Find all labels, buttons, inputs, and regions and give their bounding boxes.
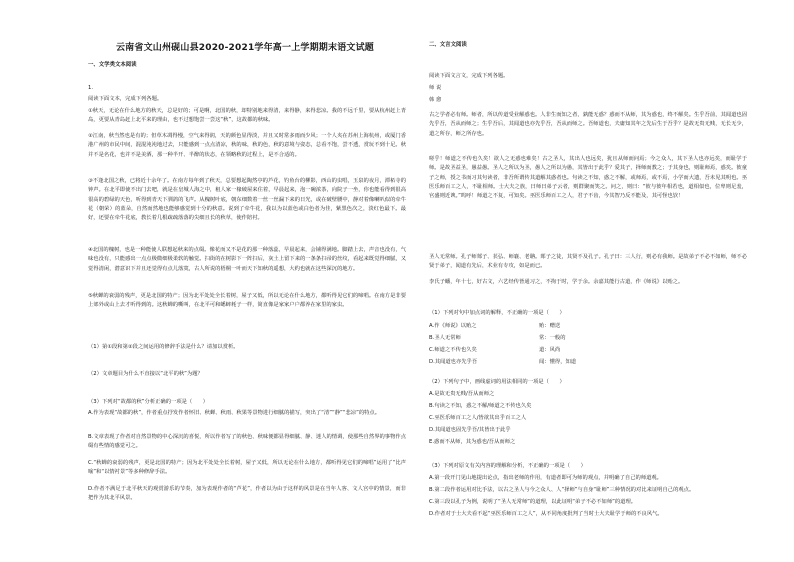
q1-option-b-sentence: B.圣人无常师 bbox=[429, 335, 461, 341]
classical-intro: 阅读下面文言文，完成下列各题。 bbox=[429, 73, 509, 79]
q1-option-d-sentence: D.其闻道也亦先乎吾 bbox=[429, 359, 478, 365]
section-1-heading: 一、文学类文本阅读 bbox=[88, 62, 137, 68]
section-2-heading: 二、文言文阅读 bbox=[429, 42, 467, 48]
reading-intro: 阅读下面文本，完成下列各题。 bbox=[88, 96, 163, 102]
question-1-3: （3）下列对“故都的秋”分析正确的一项是（ ） bbox=[88, 399, 209, 405]
q1-option-a bbox=[429, 322, 749, 331]
question-1-1: （1）第①段和第②段之间运用的修辞手法是什么？请加以赏析。 bbox=[88, 344, 239, 350]
q2-option-b: B.句读之不知，惑之不解/师道之不传也久矣 bbox=[429, 403, 532, 409]
q3-option-b: B.文章表现了作者对自然景物的中心深沉的喜悦，所以作者写了的秋色、秋味便都显得细腻、静、迷人的情调，使那些自然界的事物作点缀有些情的感觉可之。 bbox=[88, 434, 406, 450]
paragraph-4: ④北国的槐树，也是一种能使人联想起秋来的点缀。像花而又不是花的那一种落蕊，早晨起来，会铺得满地。脚踏上去，声音也没有，气味也没有，只能感出一点点极微细极柔软的触觉。扫街的在树影下一阵扫后，灰土上留下来的一条条扫帚的丝纹，看起来既觉得细腻，又觉得清闲，潜意识下并且还觉得有点儿落寞，古人所说的梧桐一叶而天下知秋的遥想，大约也就在这些深沉的地方。 bbox=[88, 247, 406, 272]
classical-paragraph-2: 嗟乎！师道之不传也久矣！欲人之无惑也难矣！古之圣人，其出人也远矣，犹且从师而问焉；今之众人，其下圣人也亦远矣，而耻学于师。是故圣益圣，愚益愚。圣人之所以为圣，愚人之所以为愚，其皆出于此乎？爱其子，择师而教之；于其身也，则耻师焉，惑矣。彼童子之师，授之书而习其句读者，非吾所谓传其道解其惑者也。句读之不知，惑之不解，或师焉，或不焉，小学而大遗，吾未见其明也。巫医乐师百工之人，不耻相师。士大夫之族，曰师曰弟子云者，则群聚而笑之。问之，则曰：“彼与彼年相若也，道相似也，位卑则足羞，官盛则近谀。”呜呼！师道之不复，可知矣。巫医乐师百工之人，君子不齿，今其智乃反不能及，其可怪也欤！ bbox=[429, 156, 747, 200]
q1-option-d bbox=[429, 358, 749, 367]
q1-option-c bbox=[429, 346, 749, 355]
classical-paragraph-4: 李氏子蟠，年十七，好古文，六艺经传皆通习之，不拘于时，学于余。余嘉其能行古道，作《师说》以贻之。 bbox=[429, 279, 684, 285]
q2-option-a: A.是故无贵无贱/吾从而师之 bbox=[429, 391, 495, 397]
q3-option-a: A.作为表现“故都的秋”，作者重点抒发作者怀旧、秋蝉、秋雨、秋果等景物进行细腻的描写，突出了“清”“静”“悲凉”的特点。 bbox=[88, 410, 381, 416]
classical-question-3: （3）下列对原文有关内容的理解和分析，不正确的一项是（ ） bbox=[429, 463, 586, 469]
left-column bbox=[82, 0, 408, 562]
classical-question-1: （1）下列对句中加点词的解释，不正确的一项是（ ） bbox=[429, 310, 565, 316]
q1-option-b-gloss: 常：一般的 bbox=[539, 335, 566, 341]
q1-option-c-sentence: C.师道之不传也久矣 bbox=[429, 347, 477, 353]
q1-option-c-gloss: 道：风尚 bbox=[539, 347, 561, 353]
paragraph-5: ⑤秋蝉的衰弱的残声，更是北国的特产；因为北平处处全长着树，屋子又低，所以无论在什么地方，都听得见它们的啼唱。在南方是非要上郊外或山上去才听得到的。这秋蝉的嘶叫，在北平可和蟋蟀耗子一样，简直像是家家户户都养在家里的家虫。 bbox=[88, 293, 406, 309]
q2-option-e: E.惑而不从师，其为惑也/吾从而师之 bbox=[429, 439, 516, 445]
classical-question-2: （2）下列句子中，画线虚词的用法相同的一项是（ ） bbox=[429, 379, 565, 385]
cq3-option-a: A.第一段开门见山地提出论点，指出老师的作用，有道者即可为师的观点，并明确了自己的师道观。 bbox=[429, 475, 662, 481]
q1-option-d-gloss: 闻：懂得，知道 bbox=[539, 359, 577, 365]
cq3-option-b: B.第二段作者运用对比手法，以古之圣人与今之众人、人“择师”与自身“耻师”三种情况的对比来证明自己的观点。 bbox=[429, 487, 695, 493]
q1-option-a-gloss: 贻：赠送 bbox=[539, 323, 561, 329]
paragraph-3: ③不逢北国之秋，已将近十余年了。在南方每年到了秋天，总要想起陶然亭的芦花，钓鱼台的柳影，西山的虫唱，玉泉的夜月，潭柘寺的钟声。在北平即使不出门去吧，就是在皇城人海之中，租人家一椽破屋来住着，早晨起来，泡一碗浓茶，向院子一坐，你也能看得到很高很高的碧绿的天色，听得到青天下驯鸽的飞声。从槐树叶底，朝东细数着一丝一丝漏下来的日光，或在破壁腰中，静对着像喇叭似的牵牛花（朝荣）的蓝朵，自然而然地也能够感觉到十分的秋意。说到了牵牛花，我以为以蓝色或白色者为佳，紫黑色次之，淡红色最下。最好，还要在牵牛花底，教长着几根疏疏落落的尖细且长的秋草，使作陪衬。 bbox=[88, 178, 406, 222]
essay-author: 韩 愈 bbox=[429, 97, 442, 103]
q2-option-d: D.其闻道也固先乎吾/其皆出于此乎 bbox=[429, 427, 511, 433]
exam-title: 云南省文山州砚山县2020-2021学年高一上学期期末语文试题 bbox=[115, 43, 375, 53]
essay-title: 师 说 bbox=[429, 85, 442, 91]
paragraph-2: ②江南，秋当然也是有的；但草木凋得慢，空气来得润，天的颜色显得淡，并且又时常多雨而少风；一个人夹在苏州上海杭州，或厦门香港广州的市民中间，混混沌沌地过去，只能感到一点点清凉，秋的味，秋的色，秋的意境与姿态，总看不饱，尝不透，赏玩不到十足。秋并不是名花，也并不是美酒，那一种半开、半醉的状态，在领略秋的过程上，是不合适的。 bbox=[88, 133, 406, 158]
cq3-option-c: C.第三段以孔子为例，说明了“圣人无常师”的道理，以此证明“弟子不必不如师”的道理。 bbox=[429, 499, 637, 505]
q2-option-c: C.巫医乐师百工之人/皆欲其出乎百工之人 bbox=[429, 415, 527, 421]
classical-paragraph-1: 古之学者必有师。师者，所以传道受业解惑也。人非生而知之者，孰能无惑？惑而不从师，其为惑也，终不解矣。生乎吾前，其闻道也固先乎吾，吾从而师之；生乎吾后，其闻道也亦先乎吾，吾从而师之。吾师道也，夫庸知其年之先后生于吾乎？是故无贵无贱，无长无少，道之所存，师之所存也。 bbox=[429, 112, 747, 137]
cq3-option-d: D.作者对于士大夫看不起“巫医乐师百工之人”，从不同角度批判了当时士大夫耻学于师的不良风气。 bbox=[429, 511, 663, 517]
paragraph-1: ①秋天，无论在什么地方的秋天，总是好的；可是啊，北国的秋，却特别地来得清，来得静，来得悲凉。我的不远千里，要从杭州赶上青岛，更要从青岛赶上北平来的理由，也不过想饱尝一尝这“秋”，这故都的秋味。 bbox=[88, 108, 406, 124]
question-number: 1. bbox=[88, 85, 94, 91]
question-1-2: （2）文章题目为什么不直接以“北平的秋”为题？ bbox=[88, 371, 203, 377]
classical-paragraph-3: 圣人无常师。孔子师郯子、苌弘、师襄、老聃。郯子之徒，其贤不及孔子。孔子曰：三人行，则必有我师。是故弟子不必不如师，师不必贤于弟子，闻道有先后，术业有专攻，如是而已。 bbox=[429, 254, 747, 270]
q1-option-a-sentence: A.作《师说》以贻之 bbox=[429, 323, 477, 329]
q3-option-c: C.“秋蝉的衰弱的残声，更是北国的特产；因为北平处处全长着树，屋子又低，所以无论在什么地方，都听得见它们的啼唱”运用了“比声喻”和“以情衬景”等多种修辞手法。 bbox=[88, 460, 406, 476]
q3-option-d: D.作者不满足于北平秋天的观赏游乐的节奏，加为表现作者的“芦花”，作者以为由于这样的风景是在当年人客、文人宫中的情景，而非把作为其北平风景。 bbox=[88, 486, 406, 502]
right-column bbox=[423, 0, 749, 562]
q1-option-b bbox=[429, 334, 749, 343]
